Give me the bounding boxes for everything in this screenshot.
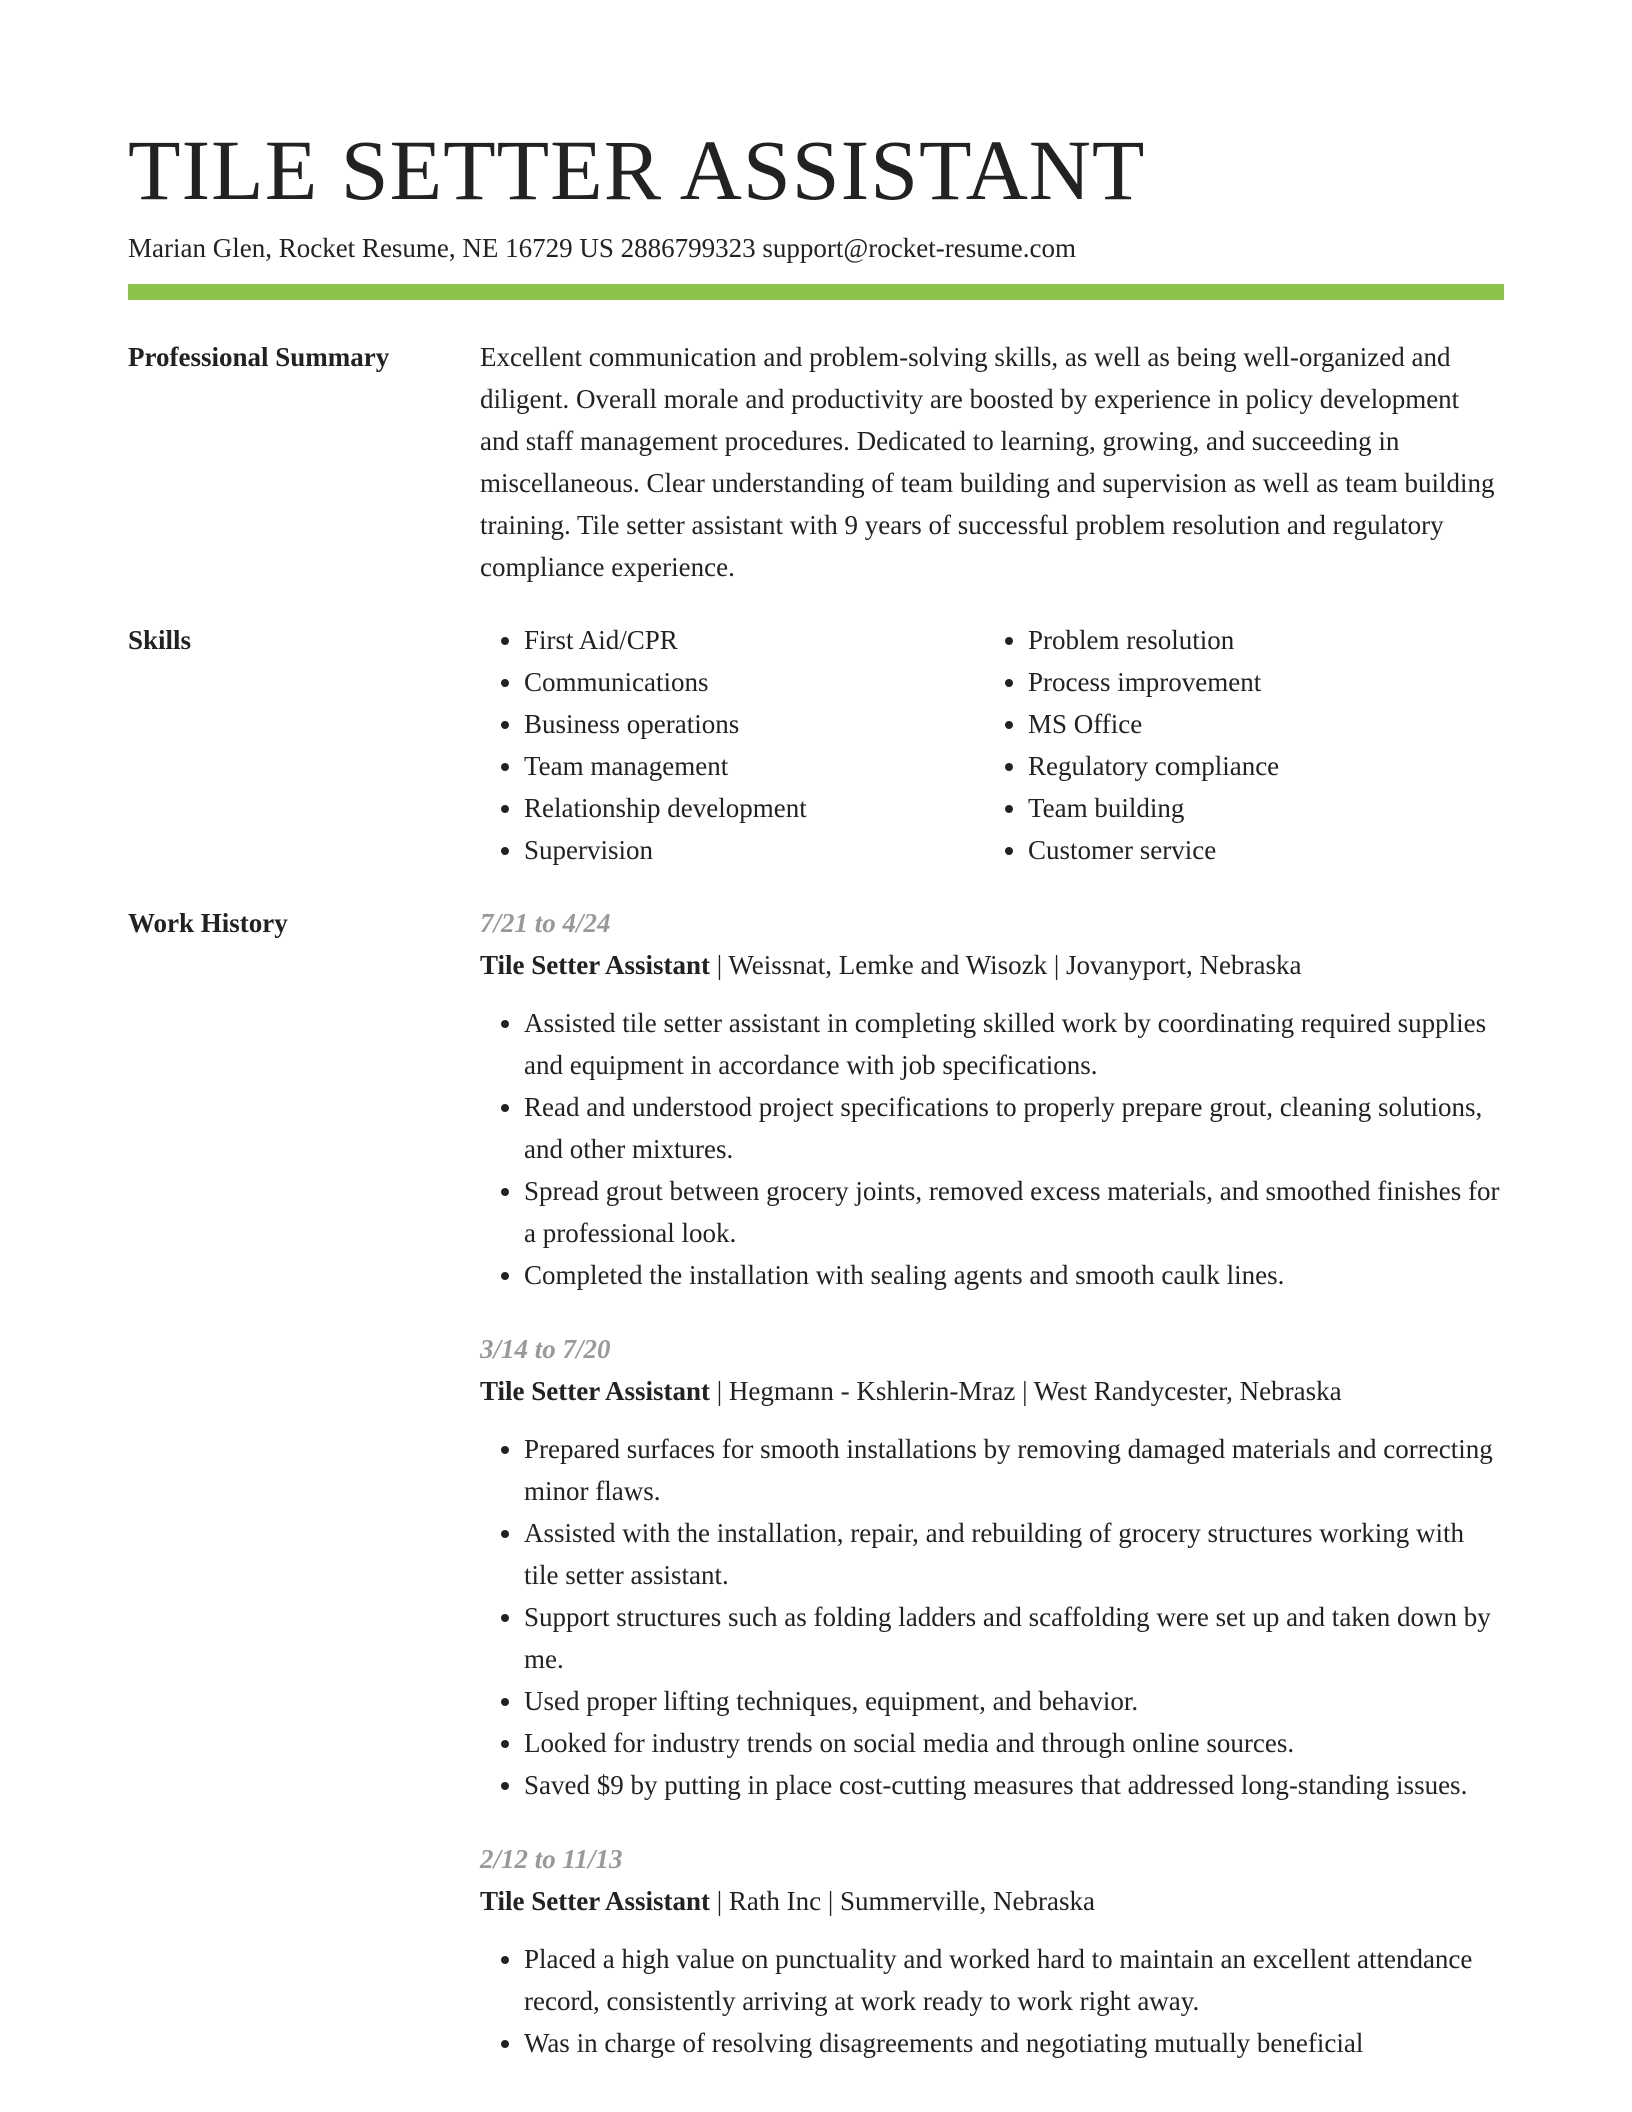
work-body: [480, 902, 1504, 2096]
resume-name: TILE SETTER ASSISTANT: [128, 122, 1146, 218]
job-title: Tile Setter Assistant: [480, 950, 711, 980]
job-bullet: • Placed a high value on punctuality and worked hard to maintain an excellent attendance record, consistently arriving at work ready to work right away.: [524, 1938, 1504, 2022]
skills-column-right: [984, 619, 1488, 871]
job-entry: [480, 902, 1504, 1296]
skills-columns: [480, 619, 1504, 871]
skill-item: • Team management: [524, 745, 984, 787]
job-bullet: • Completed the installation with sealing agents and smooth caulk lines.: [524, 1254, 1504, 1296]
accent-divider: [128, 284, 1504, 300]
skill-item: • Relationship development: [524, 787, 984, 829]
skill-item: • Customer service: [1028, 829, 1488, 871]
skill-item: • Business operations: [524, 703, 984, 745]
work-section: [128, 902, 1504, 2096]
skill-item: • First Aid/CPR: [524, 619, 984, 661]
job-bullet: • Spread grout between grocery joints, removed excess materials, and smoothed finishes for a professional look.: [524, 1170, 1504, 1254]
summary-body: [480, 336, 1504, 588]
job-entry: [480, 1328, 1504, 1806]
job-dates: 3/14 to 7/20: [480, 1334, 611, 1364]
job-heading: [480, 1880, 1504, 1922]
job-details: | Weissnat, Lemke and Wisozk | Jovanyport, Nebraska: [710, 950, 1302, 980]
job-bullet: • Read and understood project specifications to properly prepare grout, cleaning solutions, and other mixtures.: [524, 1086, 1504, 1170]
skills-body: [480, 619, 1504, 871]
section-label-summary: Professional Summary: [128, 342, 390, 372]
section-label-skills: Skills: [128, 625, 192, 655]
job-bullet: • Prepared surfaces for smooth installations by removing damaged materials and correcting minor flaws.: [524, 1428, 1504, 1512]
resume-page: [128, 0, 1504, 2096]
contact-line: Marian Glen, Rocket Resume, NE 16729 US 2886799323 support@rocket-resume.com: [128, 233, 1076, 263]
skill-item: • Regulatory compliance: [1028, 745, 1488, 787]
job-title: Tile Setter Assistant: [480, 1376, 711, 1406]
job-bullet: • Assisted with the installation, repair, and rebuilding of grocery structures working with tile setter assistant.: [524, 1512, 1504, 1596]
job-bullets: [480, 1938, 1504, 2064]
summary-text: Excellent communication and problem-solving skills, as well as being well-organized and diligent. Overall morale and productivity are boosted by experience in policy development and staff management procedures. Dedicated to learning, growing, and succeeding in miscellaneous. Clear understanding of team building and supervision as well as team building training. Tile setter assistant with 9 years of successful problem resolution and regulatory compliance experience.: [480, 342, 1495, 582]
job-bullet: • Used proper lifting techniques, equipment, and behavior.: [524, 1680, 1504, 1722]
skill-item: • Process improvement: [1028, 661, 1488, 703]
skill-item: • MS Office: [1028, 703, 1488, 745]
skill-item: • Team building: [1028, 787, 1488, 829]
job-bullet: • Looked for industry trends on social media and through online sources.: [524, 1722, 1504, 1764]
job-bullets: [480, 1428, 1504, 1806]
job-bullet: • Saved $9 by putting in place cost-cutting measures that addressed long-standing issues.: [524, 1764, 1504, 1806]
job-dates: 2/12 to 11/13: [480, 1844, 623, 1874]
job-bullets: [480, 1002, 1504, 1296]
job-heading: [480, 944, 1504, 986]
summary-section: [128, 336, 1504, 588]
skill-item: • Supervision: [524, 829, 984, 871]
skill-item: • Problem resolution: [1028, 619, 1488, 661]
job-bullet: • Support structures such as folding ladders and scaffolding were set up and taken down by me.: [524, 1596, 1504, 1680]
skills-column-left: [480, 619, 984, 871]
job-entry: [480, 1838, 1504, 2064]
skills-section: [128, 619, 1504, 871]
job-bullet: • Assisted tile setter assistant in completing skilled work by coordinating required supplies and equipment in accordance with job specifications.: [524, 1002, 1504, 1086]
job-title: Tile Setter Assistant: [480, 1886, 711, 1916]
job-details: | Rath Inc | Summerville, Nebraska: [710, 1886, 1095, 1916]
section-label-work: Work History: [128, 908, 288, 938]
job-heading: [480, 1370, 1504, 1412]
job-details: | Hegmann - Kshlerin-Mraz | West Randycester, Nebraska: [710, 1376, 1342, 1406]
skill-item: • Communications: [524, 661, 984, 703]
job-bullet: • Was in charge of resolving disagreements and negotiating mutually beneficial: [524, 2022, 1504, 2064]
job-dates: 7/21 to 4/24: [480, 908, 611, 938]
